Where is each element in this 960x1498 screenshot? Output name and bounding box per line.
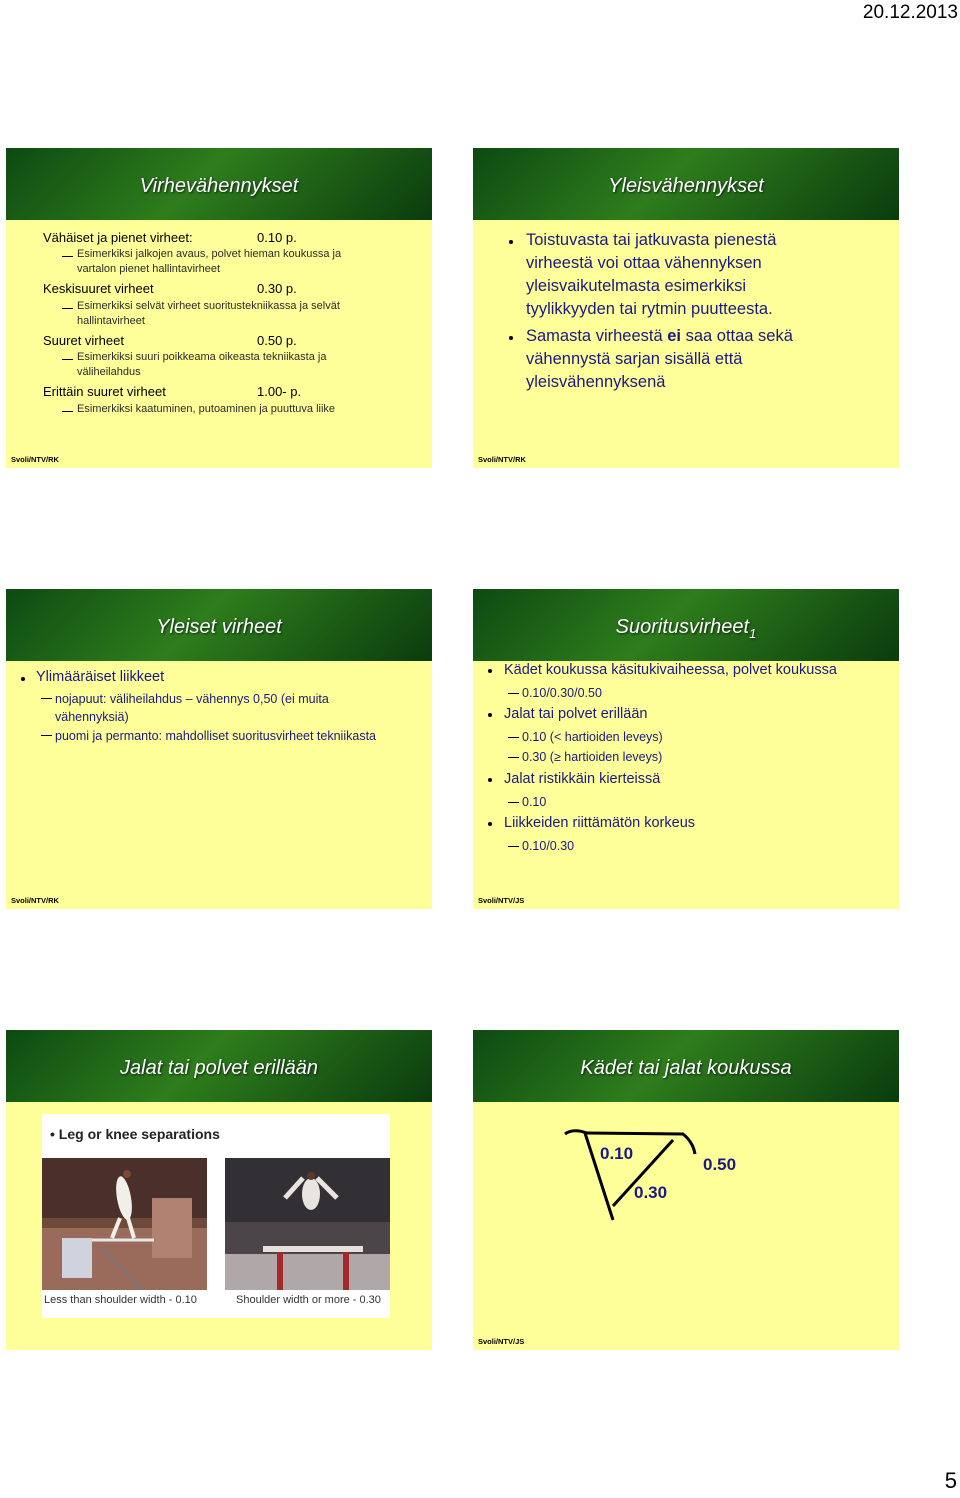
sub-text: 0.10/0.30/0.50 <box>522 686 602 700</box>
slide-title: Virhevähennykset <box>139 175 299 197</box>
sub-text: nojapuut: väliheilahdus – vähennys 0,50 (ei muita <box>55 692 329 706</box>
value-0-50: 0.50 <box>703 1155 737 1174</box>
example-text: hallintavirheet <box>77 315 145 327</box>
slide-title-subscript: 1 <box>749 626 757 641</box>
image-heading: • Leg or knee separations <box>50 1126 220 1142</box>
sub-text: 0.30 (≥ hartioiden leveys) <box>522 750 663 764</box>
dash-marker <box>508 693 519 694</box>
dash-marker <box>62 359 73 360</box>
gymnast-photo-right <box>225 1158 390 1290</box>
bullet-marker <box>509 336 513 340</box>
row-value: 0.50 p. <box>257 333 297 348</box>
bullet-text: Ylimääräiset liikkeet <box>36 669 165 685</box>
row-value: 0.30 p. <box>257 281 297 296</box>
bullet-text-part: Samasta virheestä <box>526 327 668 345</box>
slide-title <box>473 589 899 661</box>
slide-yleiset-virheet <box>6 589 432 909</box>
page-date: 20.12.2013 <box>862 2 958 23</box>
bullet-text: Kädet koukussa käsitukivaiheessa, polvet koukussa <box>504 662 837 678</box>
slide-virhevahennykset <box>6 148 432 468</box>
row-label: Erittäin suuret virheet <box>43 384 166 399</box>
dash-marker <box>62 411 73 412</box>
bullet-text: yleisvähennyksenä <box>526 373 666 391</box>
example-text: Esimerkiksi kaatuminen, putoaminen ja puuttuva liike <box>77 403 336 415</box>
image-heading-text: Leg or knee separations <box>58 1126 220 1142</box>
gymnast-photo-left <box>42 1158 207 1290</box>
bent-angle-diagram <box>473 1030 899 1350</box>
bullet-marker <box>509 240 513 244</box>
bullet-text: Jalat ristikkäin kierteissä <box>504 771 661 787</box>
sub-text: 0.10 (< hartioiden leveys) <box>522 730 663 744</box>
slide-footer: Svoli/NTV/RK <box>478 455 526 464</box>
slide-title-text: Suoritusvirheet <box>615 616 750 638</box>
dash-marker <box>62 256 73 257</box>
slide-footer: Svoli/NTV/JS <box>478 896 525 905</box>
slide-footer: Svoli/NTV/RK <box>11 455 59 464</box>
slide-title: Jalat tai polvet erillään <box>120 1057 318 1079</box>
bullet-text: Toistuvasta tai jatkuvasta pienestä <box>526 231 777 249</box>
bullet-text: tyylikkyyden tai rytmin puutteesta. <box>526 300 773 318</box>
slide-title: Yleiset virheet <box>156 616 282 638</box>
dash-marker <box>508 757 519 758</box>
example-text: väliheilahdus <box>77 366 141 378</box>
row-label: Vähäiset ja pienet virheet: <box>43 230 193 245</box>
bullet-text: yleisvaikutelmasta esimerkiksi <box>526 277 747 295</box>
slide-suoritusvirheet <box>473 589 899 909</box>
bullet-marker <box>488 822 492 826</box>
bullet-marker <box>488 778 492 782</box>
bullet-marker <box>21 677 25 681</box>
dash-marker <box>508 846 519 847</box>
value-0-30: 0.30 <box>634 1183 668 1202</box>
sub-text: puomi ja permanto: mahdolliset suoritusvirheet tekniikasta <box>55 729 376 743</box>
page-number: 5 <box>944 1468 957 1493</box>
slide-kadet-tai-jalat-koukussa <box>473 1030 899 1350</box>
slide-footer: Svoli/NTV/RK <box>11 896 59 905</box>
dash-marker <box>41 698 52 699</box>
bullet-marker <box>488 713 492 717</box>
row-label: Suuret virheet <box>43 333 124 348</box>
dash-marker <box>508 737 519 738</box>
bullet-text: vähennystä sarjan sisällä että <box>526 350 743 368</box>
slide-yleisvahennykset <box>473 148 899 468</box>
dash-marker <box>41 735 52 736</box>
sub-text: vähennyksiä) <box>55 710 129 724</box>
image-caption-left: Less than shoulder width - 0.10 <box>44 1294 197 1306</box>
image-caption-right: Shoulder width or more - 0.30 <box>236 1294 381 1306</box>
sub-text: 0.10/0.30 <box>522 839 575 853</box>
slide-title: Kädet tai jalat koukussa <box>580 1057 792 1079</box>
bullet-text: Liikkeiden riittämätön korkeus <box>504 815 696 831</box>
value-0-10: 0.10 <box>600 1144 634 1163</box>
emphasis-ei: ei <box>667 327 681 345</box>
bullet-text-part: saa ottaa sekä <box>681 327 793 345</box>
bullet-marker <box>488 669 492 673</box>
row-value: 1.00- p. <box>257 384 302 399</box>
slide-footer: Svoli/NTV/JS <box>478 1337 525 1346</box>
dash-marker <box>62 308 73 309</box>
slide-jalat-tai-polvet-erillaan <box>6 1030 432 1350</box>
bullet-text <box>526 327 793 346</box>
bullet-text: Jalat tai polvet erillään <box>504 706 648 722</box>
example-text: vartalon pienet hallintavirheet <box>77 263 221 275</box>
leg-separation-image <box>42 1114 390 1318</box>
row-label: Keskisuuret virheet <box>43 281 154 296</box>
dash-marker <box>508 802 519 803</box>
example-text: Esimerkiksi jalkojen avaus, polvet hieman koukussa ja <box>77 248 342 260</box>
row-value: 0.10 p. <box>257 230 297 245</box>
slide-title: Yleisvähennykset <box>608 175 764 197</box>
sub-text: 0.10 <box>522 795 547 809</box>
example-text: Esimerkiksi suuri poikkeama oikeasta tekniikasta ja <box>77 351 327 363</box>
example-text: Esimerkiksi selvät virheet suoritustekniikassa ja selvät <box>77 300 340 312</box>
bullet-text: virheestä voi ottaa vähennyksen <box>526 254 762 272</box>
